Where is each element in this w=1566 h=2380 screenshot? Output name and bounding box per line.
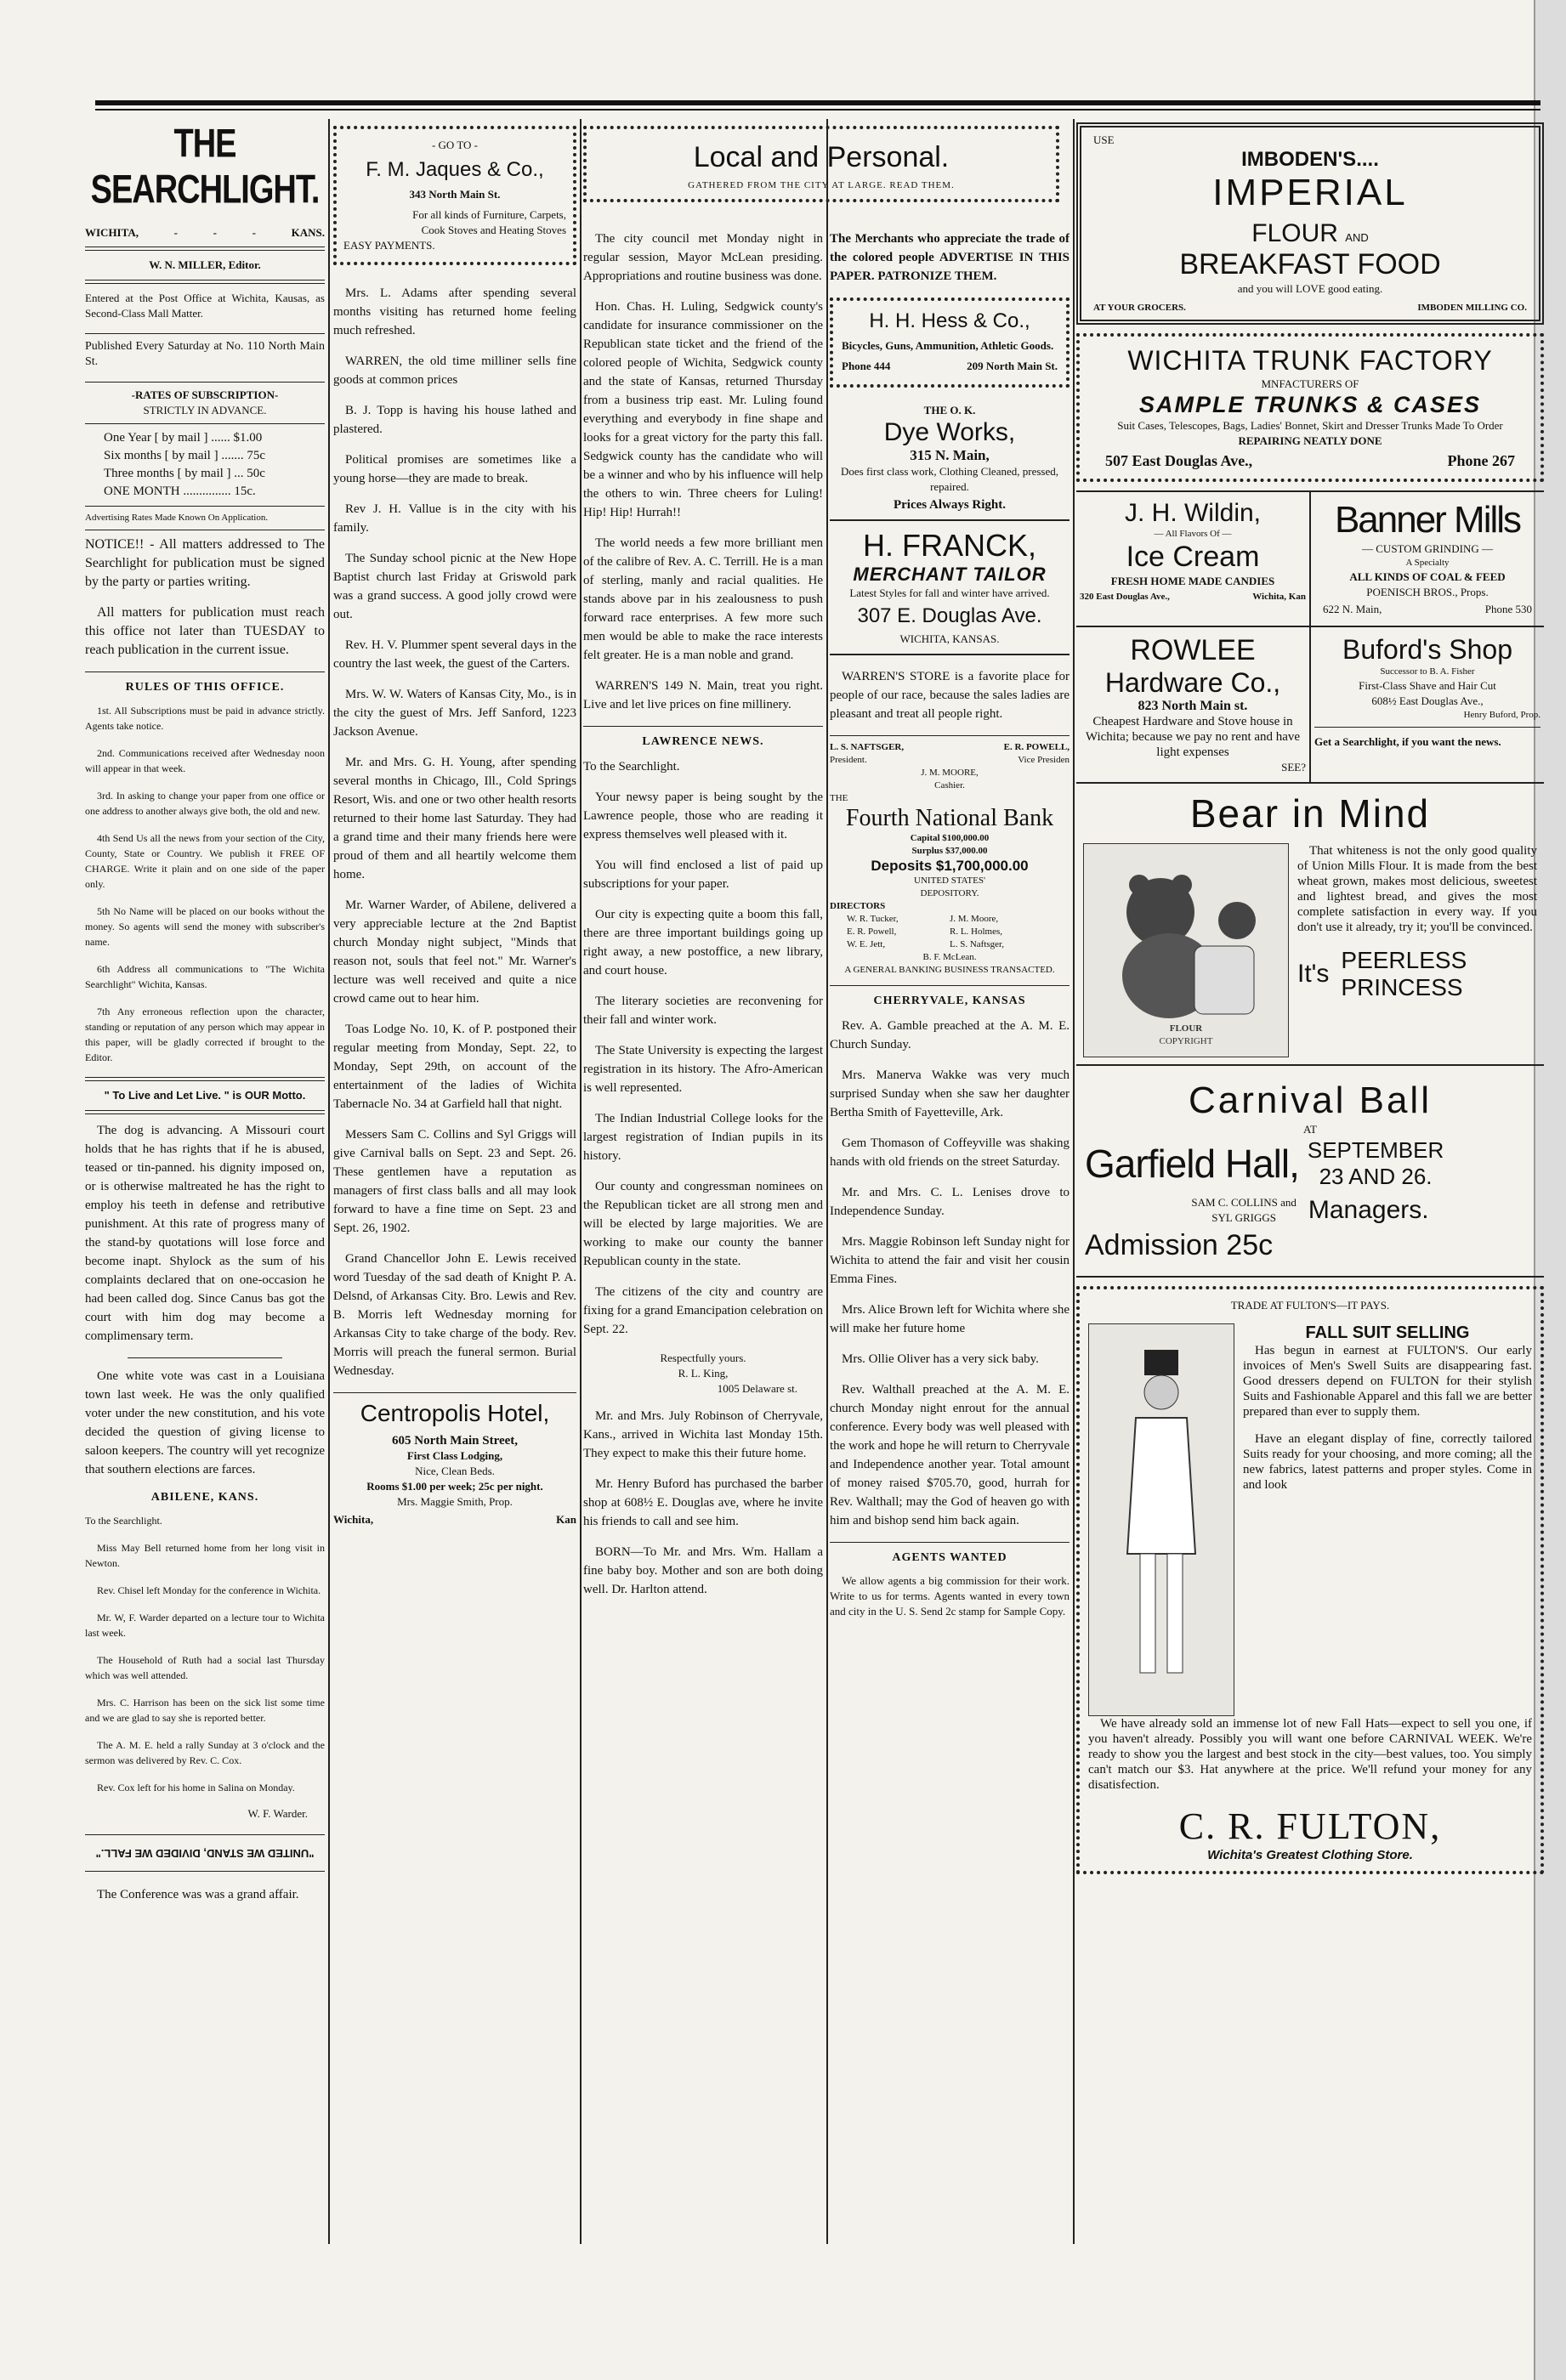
rule-item: 6th Address all communications to "The Wichita Searchlight" Wichita, Kansas. xyxy=(85,963,325,990)
column-rule xyxy=(328,119,330,2244)
news-item: The literary societies are reconvening for their fall and winter work. xyxy=(583,994,823,1027)
top-rule xyxy=(95,100,1540,105)
rowlee-ad: ROWLEE Hardware Co., 823 North Main st. Cheapest Hardware and Stove house in Wichita; because we pay no rent and have light expenses SEE? xyxy=(1076,627,1311,782)
warren-store-notice: WARREN'S STORE is a favorite place for people of our race, because the sales ladies are pleasant and treat all people right. xyxy=(830,670,1070,721)
jaques-ad: - GO TO - F. M. Jaques & Co., 343 North Main St. For all kinds of Furniture, Carpets, Cook Stoves and Heating Stoves EASY PAYMENTS. xyxy=(333,126,576,265)
wildin-banner-row xyxy=(1076,490,1544,627)
article: WARREN'S 149 N. Main, treat you right. Live and let live prices on fine millinery. xyxy=(583,679,823,711)
rule-item: 2nd. Communications received after Wednesday noon will appear in that week. xyxy=(85,747,325,774)
news-item: Our city is expecting quite a boom this fall, there are three important buildings going up right away, a new postoffice, a new library, and court house. xyxy=(583,908,823,978)
article: B. J. Topp is having his house lathed and plastered. xyxy=(333,404,576,436)
article: Rev. H. V. Plummer spent several days in the country the last week, the guest of the Carters. xyxy=(333,638,576,671)
bear-in-mind-ad: Bear in Mind FLOUR COPYRIGHT That whiteness is not the only good quality of Union Mills Flour. It is made from the best wheat grown, makes most delicious, sweetest and lightest bread, and gives the most complete satisfaction in every way. If you don't use it already, try it; you'll be convinced. It's PEERLESS PRINCESS xyxy=(1076,784,1544,1066)
column-2 xyxy=(333,119,576,1530)
rate-item: One Year [ by mail ] ...... $1.00 xyxy=(104,431,263,445)
local-header: Local and Personal. GATHERED FROM THE CITY AT LARGE. READ THEM. xyxy=(583,126,1059,202)
news-item: Mrs. Ollie Oliver has a very sick baby. xyxy=(842,1352,1039,1366)
article: Mrs. L. Adams after spending several months visiting has returned home feeling much refreshed. xyxy=(333,286,576,337)
article: WARREN, the old time milliner sells fine goods at common prices xyxy=(333,354,576,387)
rates-list xyxy=(85,429,325,501)
news-item: Rev. Cox left for his home in Salina on Monday. xyxy=(97,1782,295,1794)
entered-notice: Entered at the Post Office at Wichita, Kausas, as Second-Class Mall Matter. xyxy=(85,292,325,320)
article: Hon. Chas. H. Luling, Sedgwick county's candidate for insurance commissioner on the Republican state ticket and the friend of the colored people of Wichita, Sedgwick county and the state of Kansas, returned Thursday from a business trip east. Mr. Luling found everything and everybody in fine shape and looks for a great victory for the party this fall. Sedgwick county has the candidate who will be a winner and who by his influence will help the others to win. Three cheers for Luling! Hip! Hip! Hurrah!! xyxy=(583,300,823,519)
bear-icon xyxy=(1101,853,1271,1023)
top-rule-thin xyxy=(95,109,1540,110)
article: The Sunday school picnic at the New Hope Baptist church last Friday at Griswold park was a grand success. A good jolly crowd were out. xyxy=(333,552,576,621)
bank-name: Fourth National Bank xyxy=(845,805,1054,831)
news-item: Mrs. Manerva Wakke was very much surprised Sunday when she saw her daughter Bertha Smith of Fayetteville, Ark. xyxy=(830,1068,1070,1119)
lawrence-title: LAWRENCE NEWS. xyxy=(642,735,764,748)
article: Grand Chancellor John E. Lewis received word Tuesday of the sad death of Knight P. A. Delsnd, of Arkansas City. Bro. Lewis and Rev. B. Morris left Wednesday morning for Arkansas City to take charge of the body. Rev. Morris will preach the funeral sermon. Burial Wednesday. xyxy=(333,1252,576,1378)
rule-item: 4th Send Us all the news from your section of the City, County, State or Country. We publish it FREE OF CHARGE. Write it plain and on one side of the paper only. xyxy=(85,832,325,890)
fulton-name: C. R. FULTON, xyxy=(1178,1805,1442,1847)
masthead-title: THE SEARCHLIGHT. xyxy=(90,122,320,212)
news-item: Your newsy paper is being sought by the Lawrence people, those who are reading it express themselves well pleased with it. xyxy=(583,790,823,842)
article: BORN—To Mr. and Mrs. Wm. Hallam a fine baby boy. Mother and son are both doing well. Dr. Harlton attend. xyxy=(583,1545,823,1596)
news-item: Mrs. C. Harrison has been on the sick list some time and we are glad to say she is reported better. xyxy=(85,1697,325,1724)
article: Mr. and Mrs. July Robinson of Cherryvale, Kans., arrived in Wichita last Monday 15th. They expect to make this their future home. xyxy=(583,1409,823,1460)
news-item: You will find enclosed a list of paid up subscriptions for your paper. xyxy=(583,858,823,891)
column-3-header xyxy=(583,119,1059,211)
buford-ad: Buford's Shop Successor to B. A. Fisher First-Class Shave and Hair Cut 608½ East Douglas Ave., Henry Buford, Prop. Get a Searchlight, if you want the news. xyxy=(1314,634,1540,748)
dateline: WICHITA, - - - KANS. xyxy=(85,226,325,239)
abilene-news: To the Searchlight. Miss May Bell returned home from her long visit in Newton. Rev. Chisel left Monday for the conference in Wichita. Mr. W, F. Warder departed on a lecture tour to Wichita last week. The Household of Ruth had a social last Thursday which was well attended. Mrs. C. Harrison has been on the sick list some time and we are glad to say she is reported better. The A. M. E. held a rally Sunday at 3 o'clock and the sermon was delivered by Rev. C. Cox. Rev. Cox left for his home in Salina on Monday. xyxy=(85,1515,325,1794)
news-item: The Indian Industrial College looks for the largest registration of Indian pupils in its history. xyxy=(583,1112,823,1163)
rule-item: 3rd. In asking to change your paper from one office or one address to another always give both, the old and new. xyxy=(85,790,325,817)
article: The city council met Monday night in regular session, Mayor McLean presiding. Appropriations and routine business was done. xyxy=(583,232,823,283)
news-item: Miss May Bell returned home from her long visit in Newton. xyxy=(85,1542,325,1569)
article: Political promises are sometimes like a young horse—they are made to break. xyxy=(333,453,576,485)
article: Mr. Warner Warder, of Abilene, delivered a very appreciable lecture at the 2nd Baptist church Monday night subject, "Minds that reason not, souls that feel not." Mr. Warner's lecture was well received and quite a nice crowd came out to hear him. xyxy=(333,898,576,1006)
suit-figure-illustration xyxy=(1088,1323,1234,1716)
agents-text: We allow agents a big commission for their work. Write to us for terms. Agents wanted in every town and city in the U. S. Send 2c stamp for Sample Copy. xyxy=(830,1574,1070,1618)
hess-ad: H. H. Hess & Co., Bicycles, Guns, Ammunition, Athletic Goods. Phone 444 209 North Main St. xyxy=(830,298,1070,388)
news-item: The Household of Ruth had a social last Thursday which was well attended. xyxy=(85,1654,325,1681)
column-4 xyxy=(830,230,1070,1631)
column-3: The city council met Monday night in regular session, Mayor McLean presiding. Appropriations and routine business was done. Hon. Chas. H. Luling, Sedgwick county's candidate for insurance commissioner on the Republican state ticket and the friend of the colored people of Wichita, Sedgwick county and the state of Kansas, returned Thursday from a business trip east. Mr. Luling found everything and everybody in fine shape and looks for a great victory for the party this fall. Sedgwick county has the candidate who will be a winner and who by his influence will help the others to win. Three cheers for Luling! Hip! Hip! Hurrah!! The world needs a few more brilliant men of the calibre of Rev. A. C. Terrill. He is a man of sterling, manly and racial qualities. He stands above par in his zealousness to push forward race enterprises. A few more such men would be able to make the race interests felt greater. He is a man noble and grand. WARREN'S 149 N. Main, treat you right. Live and let live prices on fine millinery. LAWRENCE NEWS. To the Searchlight. Your newsy paper is being sought by the Lawrence people, those who are reading it express themselves well pleased with it. You will find enclosed a list of paid up subscriptions for your paper. Our city is expecting quite a boom this fall, there are three important buildings going up right away, a new postoffice, a new library, and court house. The literary societies are reconvening for their fall and winter work. The State University is expecting the largest registration in its history. The Afro-American is well represented. The Indian Industrial College looks for the largest registration of Indian pupils in its history. Our county and congressman nominees on the Republican ticket are all strong men and will be elected by large majorities. We are working to make our county the banner Republican county in the state. The citizens of the city and country are fixing for a grand Emancipation celebration on Sept. 22. Respectfully yours. R. L. King, 1005 Delaware st. Mr. and Mrs. July Robinson of Cherryvale, Kans., arrived in Wichita last Monday 15th. They expect to make this their future home. Mr. Henry Buford has purchased the barber shop at 608½ E. Douglas ave, where he invite his friends to call and see him. BORN—To Mr. and Mrs. Wm. Hallam a fine baby boy. Mother and son are both doing well. Dr. Harlton attend. xyxy=(583,230,823,1611)
column-5-ads xyxy=(1076,119,1544,1883)
imboden-ad: USE IMBODEN'S.... IMPERIAL FLOUR AND BREAKFAST FOOD and you will LOVE good eating. AT YOUR GROCERS. IMBODEN MILLING CO. xyxy=(1076,122,1544,325)
deadline-block: All matters for publication must reach this office not later than TUESDAY to reach publication in the current issue. xyxy=(85,605,325,657)
bear-illustration: FLOUR COPYRIGHT xyxy=(1083,843,1289,1057)
news-item: Mrs. Alice Brown left for Wichita where she will make her future home xyxy=(830,1303,1070,1335)
rule-item: 7th Any erroneous reflection upon the character, standing or reputation of any person which may appear in this paper, will be gladly corrected if brought to the Editor. xyxy=(85,1006,325,1063)
dye-works-ad: THE O. K. Dye Works, 315 N. Main, Does first class work, Clothing Cleaned, pressed, repaired. Prices Always Right. xyxy=(830,396,1070,521)
advertising-notice: Advertising Rates Made Known On Application. xyxy=(85,513,269,523)
rules-list xyxy=(85,703,325,1065)
rowlee-buford-row xyxy=(1076,627,1544,784)
column-rule xyxy=(580,119,582,2244)
banner-mills-ad: Banner Mills — CUSTOM GRINDING — A Specialty ALL KINDS OF COAL & FEED POENISCH BROS., Props. 622 N. Main, Phone 530 xyxy=(1323,499,1532,615)
franck-ad: H. FRANCK, MERCHANT TAILOR Latest Styles for fall and winter have arrived. 307 E. Douglas Ave. WICHITA, KANSAS. xyxy=(830,521,1070,655)
article: The world needs a few more brilliant men of the calibre of Rev. A. C. Terrill. He is a man of sterling, manly and racial qualities. He stands above par in his zealousness to push forward race enterprises. A few more such men would be able to make the race interests felt greater. He is a man noble and grand. xyxy=(583,536,823,662)
column-rule xyxy=(1073,119,1075,2244)
bank-ad: L. S. NAFTSGER, E. R. POWELL, President. Vice Presiden J. M. MOORE, Cashier. THE Fourth National Bank Capital $100,000.00 Surplus $37,000.00 Deposits $1,700,000.00 UNITED STATES' DEPOSITORY. DIRECTORS W. R. Tucker, J. M. Moore, E. R. Powell, R. L. Holmes, W. E. Jett, L. S. Naftsger, B. F. McLean. A GENERAL BANKING BUSINESS TRANSACTED. xyxy=(830,742,1070,975)
rule-item: 5th No Name will be placed on our books without the money. So agents will send the money with subscriber's name. xyxy=(85,905,325,948)
carnival-ball-ad: Carnival Ball AT Garfield Hall, SEPTEMBER 23 AND 26. SAM C. COLLINS and SYL GRIGGS Managers. Admission 25c xyxy=(1076,1066,1544,1278)
article: One white vote was cast in a Louisiana town last week. He was the only qualified voter under the new constitution, and his vote decided the question of giving license to saloon keepers. The country will yet recognize that southern elections are farces. xyxy=(85,1369,325,1476)
news-item: Rev. Chisel left Monday for the conference in Wichita. xyxy=(97,1584,321,1596)
masthead-state: KANS. xyxy=(291,226,325,239)
merchants-notice: The Merchants who appreciate the trade of the colored people ADVERTISE IN THIS PAPER. PATRONIZE THEM. xyxy=(830,232,1070,283)
news-item: Our county and congressman nominees on the Republican ticket are all strong men and will be elected by large majorities. We are working to make our county the banner Republican county in the state. xyxy=(583,1180,823,1268)
article: Mr. Henry Buford has purchased the barber shop at 608½ E. Douglas ave, where he invite his friends to call and see him. xyxy=(583,1477,823,1528)
news-item: Mr. and Mrs. C. L. Lenises drove to Independence Sunday. xyxy=(830,1186,1070,1218)
news-item: The citizens of the city and country are fixing for a grand Emancipation celebration on Sept. 22. xyxy=(583,1285,823,1336)
news-item: The State University is expecting the largest registration in its history. The Afro-American is well represented. xyxy=(583,1044,823,1095)
news-item: Rev. Walthall preached at the A. M. E. church Monday night enrout for the annual conference. Every body was well pleased with the work and hope he will return to Cherryvale and Independence another year. Total amount of money raised $705.70, good, hurrah for Rev. Walthall; may the God of heaven go with him and bishop send him back again. xyxy=(830,1383,1070,1527)
inverted-banner: "UNITED WE STAND, DIVIDED WE FALL." xyxy=(95,1847,315,1860)
article: Mrs. W. W. Waters of Kansas City, Mo., is in the city the guest of Mrs. Jeff Sanford, 1223 Jackson Avenue. xyxy=(333,688,576,739)
article: Toas Lodge No. 10, K. of P. postponed their regular meeting from Monday, Sept. 22, to Monday, Sept 29th, on account of the entertainment of the ladies of Wichita Tabernacle No. 34 at Garfield hall that night. xyxy=(333,1023,576,1111)
news-item: Mr. W, F. Warder departed on a lecture tour to Wichita last week. xyxy=(85,1612,325,1639)
column-1 xyxy=(85,119,325,1916)
news-item: Mrs. Maggie Robinson left Sunday night for Wichita to attend the fair and visit her cousin Emma Fines. xyxy=(830,1235,1070,1286)
article: The Conference was was a grand affair. xyxy=(97,1888,299,1901)
trunk-factory-ad: WICHITA TRUNK FACTORY MNFACTURERS OF SAMPLE TRUNKS & CASES Suit Cases, Telescopes, Bags, Ladies' Bonnet, Skirt and Dresser Trunks Made To Order REPAIRING NEATLY DONE 507 East Douglas Ave., Phone 267 xyxy=(1076,333,1544,482)
man-in-suit-icon xyxy=(1102,1341,1221,1698)
fulton-ad: TRADE AT FULTON'S—IT PAYS. FALL SUIT SELLING Has begun in earnest at FULTON'S. Our early invoices of Men's Swell Suits are disappearing fast. Good dressers depend on FULTON for their stylish Suits and Fashionable Apparel and this fall we are better prepared than ever to supply them. Have an elegant display of fine, correctly tailored Suits ready for your choosing, and more coming; all the new fabrics, latest patterns and proper styles. Come in and look We have already sold an immense lot of new Fall Hats—expect to sell you one, if you haven't already. Possibly you will want one before CARNIVAL WEEK. We're ready to show you the largest and best stock in the city—best values, too. You simply can't match our $3. Hat anywhere at the price. We'll refund your money for any disatisfection. C. R. FULTON, Wichita's Greatest Clothing Store. xyxy=(1076,1286,1544,1874)
rate-item: ONE MONTH ............... 15c. xyxy=(104,484,256,498)
abilene-title: ABILENE, KANS. xyxy=(150,1491,259,1504)
rule-item: 1st. All Subscriptions must be paid in advance strictly. Agents take notice. xyxy=(85,705,325,732)
abilene-signature: W. F. Warder. xyxy=(247,1807,308,1820)
article: Rev J. H. Vallue is in the city with his family. xyxy=(333,502,576,535)
cherryvale-title: CHERRYVALE, KANSAS xyxy=(873,994,1026,1007)
rates-title: -RATES OF SUBSCRIPTION- xyxy=(131,388,279,401)
editor-line: W. N. MILLER, Editor. xyxy=(149,258,261,271)
centropolis-ad: Centropolis Hotel, 605 North Main Street, First Class Lodging, Nice, Clean Beds. Rooms $1.00 per week; 25c per night. Mrs. Maggie Smith, Prop. Wichita, Kan xyxy=(333,1400,576,1526)
published-notice: Published Every Saturday at No. 110 North Main St. xyxy=(85,340,325,368)
column-rule xyxy=(826,119,828,2244)
news-item: Gem Thomason of Coffeyville was shaking hands with old friends on the street Saturday. xyxy=(830,1136,1070,1169)
article: The dog is advancing. A Missouri court holds that he has rights that if he is abused, teased or tin-panned. his dignity imposed on, or is otherwise maltreated he has the right to employ his teeth in defense and retributive punishment. At this rate of progress many of the stand-by quotations will lose force and become inapt. Shylock as the sum of his complaints declared that on one-occasion he had been called dog. Since Canus bas got the court with him dog may become a complimensary term. xyxy=(85,1124,325,1343)
motto: " To Live and Let Live. " is OUR Motto. xyxy=(104,1089,306,1102)
wildin-ad: J. H. Wildin, — All Flavors Of — Ice Cream FRESH HOME MADE CANDIES 320 East Douglas Ave., Wichita, Kan xyxy=(1076,492,1311,626)
notice-block: NOTICE!! - All matters addressed to The Searchlight for publication must be signed by the party or parties writing. xyxy=(85,537,325,589)
masthead-city: WICHITA, xyxy=(85,226,139,239)
rate-item: Three months [ by mail ] ... 50c xyxy=(104,467,265,480)
rate-item: Six months [ by mail ] ....... 75c xyxy=(104,449,265,462)
rules-title: RULES OF THIS OFFICE. xyxy=(125,681,285,694)
news-item: Rev. A. Gamble preached at the A. M. E. Church Sunday. xyxy=(830,1019,1070,1051)
jaques-name: F. M. Jaques & Co., xyxy=(366,158,544,181)
rates-sub: STRICTLY IN ADVANCE. xyxy=(143,404,267,416)
article: Mr. and Mrs. G. H. Young, after spending several months in Chicago, Ill., Cold Springs Resort, Wis. and one or two other health resorts returned to their home last Saturday. They had a grand time and their many friends here were proud of them and all heartily welcome them home. xyxy=(333,756,576,881)
agents-title: AGENTS WANTED xyxy=(892,1551,1007,1564)
article: Messers Sam C. Collins and Syl Griggs will give Carnival balls on Sept. 23 and Sept. 26. These gentlemen have a reputation as managers of first class balls and all may look forward to have a fine time on Sept. 23 and Sept. 26, 1902. xyxy=(333,1128,576,1235)
news-item: The A. M. E. held a rally Sunday at 3 o'clock and the sermon was delivered by Rev. C. Cox. xyxy=(85,1739,325,1766)
